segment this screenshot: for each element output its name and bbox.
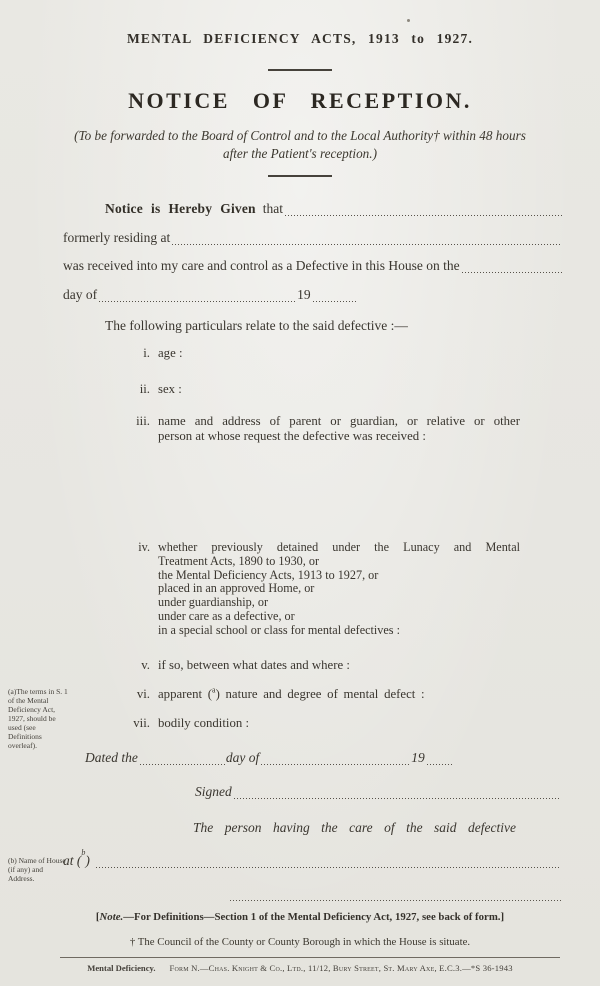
item-text: sex : [158,382,182,396]
particular-item-bodily-condition [63,716,520,731]
printer-imprint [0,963,600,973]
dated-year-blank [425,750,453,767]
received-line [63,258,562,275]
patient-name-blank [283,201,562,218]
year-blank [311,287,356,304]
residing-label: formerly residing at [63,230,171,245]
year-prefix: 19 [297,287,311,302]
notice-given-label: Notice is Hereby Given [105,201,256,216]
forwarding-note-line2: after the Patient's reception.) [223,146,377,161]
dated-year-prefix: 19 [411,750,425,765]
item-number: iv. [138,540,150,554]
divider-rule-subtitle [268,175,332,177]
reception-date-blank [460,258,562,275]
house-address-blank [94,853,560,870]
form-series-label: Mental Deficiency. [87,963,156,973]
particular-item-dates [63,658,520,673]
item-text: apparent ( [158,687,213,701]
at-label: at ( [63,853,82,868]
residence-blank [170,230,562,247]
day-of-label: day of [63,287,98,302]
item-number: vi. [136,687,150,701]
item-text-line: Treatment Acts, 1890 to 1930, or [158,553,320,568]
item-text-line: whether previously detained under the Lunacy and Mental [158,540,520,554]
item-text-line: placed in an approved Home, or [158,581,315,596]
house-address-blank-continued [230,893,563,901]
scan-speck [407,19,410,22]
item-text: ) nature and degree of mental defect : [215,687,425,701]
particulars-intro: The following particulars relate to the said defective :— [105,318,408,333]
dagger-footnote: † The Council of the County or County Borough in which the House is situate. [129,936,471,948]
margin-note-a: (a)The terms in S. 1 of the Mental Deficiency Act, 1927, should be used (see Definitions overleaf). [8,687,68,750]
acts-title: MENTAL DEFICIENCY ACTS, 1913 to 1927. [126,31,474,46]
month-blank [97,287,297,304]
form-title: NOTICE OF RECEPTION. [128,88,472,113]
notice-that-label: that [262,201,284,216]
particular-item-age [63,346,520,361]
residing-line [63,230,562,247]
received-label: was received into my care and control as a Defective in this House on the [63,258,460,273]
item-number: iii. [136,414,150,428]
at-house-line [63,848,560,870]
particular-item-sex [63,382,520,397]
note-word: Note. [99,911,124,923]
footnote-marker-a: a [212,685,216,695]
dated-month-blank [259,750,411,767]
item-text: bodily condition : [158,716,249,730]
dated-line [85,750,463,767]
at-label-close: ) [85,853,90,868]
notice-given-line [63,201,562,218]
item-text-line: under care as a defective, or [158,608,295,623]
item-text-line: the Mental Deficiency Acts, 1913 to 1927, or [158,567,379,582]
item-number: v. [141,658,150,672]
particular-item-guardian [63,414,520,444]
footer-rule [60,957,560,958]
item-text-line: person at whose request the defective was received : [158,429,426,443]
note-bracket: [ [95,911,100,923]
item-text-line: under guardianship, or [158,595,268,610]
forwarding-note-line1: (To be forwarded to the Board of Control and to the Local Authority† within 48 hours [74,128,526,143]
signatory-role-line: The person having the care of the said defective [193,820,516,835]
signature-blank [232,784,560,801]
item-number: i. [143,346,150,360]
item-number: ii. [139,382,150,396]
signed-label: Signed [195,784,232,799]
item-text: if so, between what dates and where : [158,658,350,672]
dated-day-of-label: day of [225,750,260,765]
dated-label: Dated the [85,750,138,765]
particular-item-mental-defect [63,687,520,702]
note-text: —For Definitions—Section 1 of the Mental Deficiency Act, 1927, see back of form.] [123,911,505,923]
signed-line [195,784,560,801]
day-of-line [63,287,562,304]
margin-note-b: (b) Name of House (if any) and Address. [8,856,66,883]
item-text-line: in a special school or class for mental defectives : [158,622,400,637]
divider-rule-top [268,69,332,71]
footnote-marker-b: b [81,848,86,857]
printer-details: Form N.—Chas. Knight & Co., Ltd., 11/12, Bury Street, St. Mary Axe, E.C.3.—*S 36-1943 [169,963,513,973]
item-text-line: name and address of parent or guardian, or relative or other [158,414,520,428]
item-text: age : [158,346,183,360]
particular-item-previous-detention [63,541,520,638]
definitions-note [0,911,600,923]
dated-day-blank [138,750,226,767]
item-number: vii. [133,716,150,730]
